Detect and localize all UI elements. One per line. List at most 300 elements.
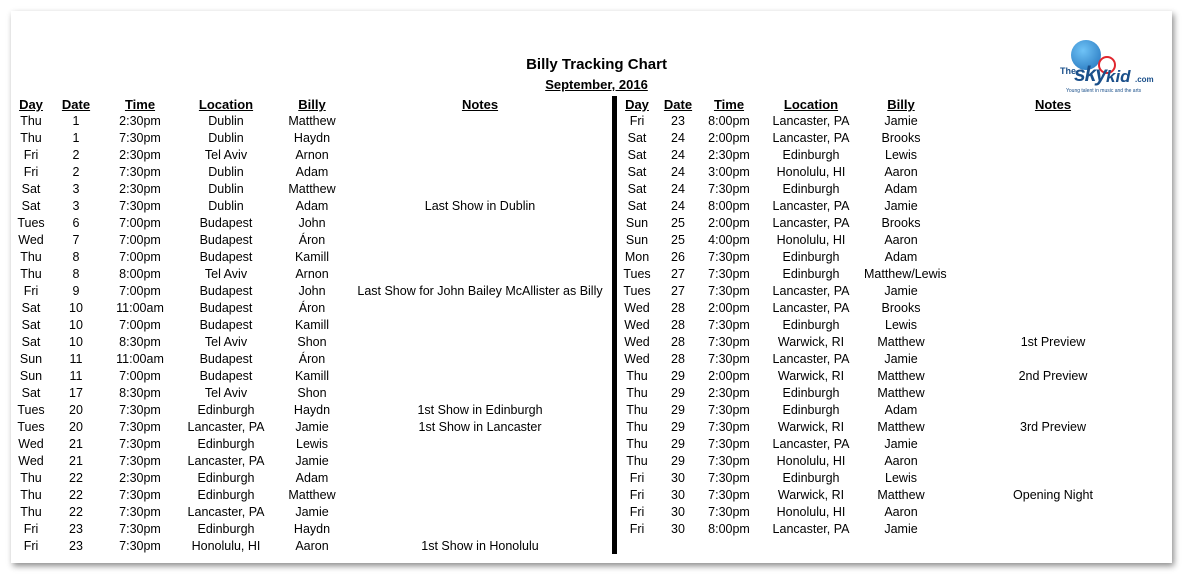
cell-billy: Aaron	[884, 505, 918, 519]
cell-date: 29	[671, 369, 685, 383]
cell-day: Wed	[18, 437, 44, 451]
cell-date: 20	[69, 403, 83, 417]
cell-day: Thu	[20, 250, 42, 264]
table-row	[12, 232, 610, 249]
cell-time: 2:30pm	[119, 471, 161, 485]
cell-notes: 1st Preview	[1020, 335, 1086, 349]
cell-location: Warwick, RI	[777, 488, 845, 502]
cell-notes	[938, 385, 1168, 402]
cell-billy: Jamie	[884, 199, 918, 213]
logo-com: .com	[1135, 75, 1154, 84]
table-row	[12, 266, 610, 283]
table-row	[12, 538, 610, 555]
cell-billy: Haydn	[293, 403, 331, 417]
cell-day: Sat	[21, 199, 41, 213]
cell-billy: Matthew	[877, 335, 925, 349]
cell-billy: Arnon	[295, 267, 329, 281]
cell-billy: Jamie	[884, 352, 918, 366]
cell-date: 23	[69, 539, 83, 553]
cell-day: Sat	[21, 335, 41, 349]
cell-date: 11	[69, 369, 83, 383]
column-divider	[612, 96, 617, 554]
cell-day: Sat	[21, 301, 41, 315]
cell-billy: Matthew/Lewis	[864, 267, 947, 281]
cell-location: Tel Aviv	[204, 335, 248, 349]
cell-date: 2	[72, 165, 80, 179]
table-row	[618, 232, 1168, 249]
table-row	[618, 402, 1168, 419]
cell-billy: Matthew	[288, 488, 336, 502]
cell-day: Fri	[629, 488, 645, 502]
header-time: Time	[124, 97, 156, 112]
cell-billy: Aaron	[884, 454, 918, 468]
cell-date: 8	[72, 267, 80, 281]
cell-day: Wed	[624, 335, 650, 349]
page-title: Billy Tracking Chart	[526, 56, 667, 73]
cell-date: 21	[69, 454, 83, 468]
cell-day: Thu	[20, 114, 42, 128]
cell-location: Edinburgh	[197, 488, 255, 502]
cell-notes: Last Show in Dublin	[424, 199, 536, 213]
cell-location: Budapest	[199, 301, 253, 315]
table-row	[12, 521, 610, 538]
cell-location: Edinburgh	[782, 182, 840, 196]
cell-location: Edinburgh	[782, 250, 840, 264]
cell-notes	[938, 164, 1168, 181]
left-header-row	[12, 96, 610, 113]
logo-tagline: Young talent in music and the arts	[1066, 88, 1142, 94]
cell-time: 2:30pm	[708, 386, 750, 400]
cell-time: 3:00pm	[708, 165, 750, 179]
cell-location: Edinburgh	[782, 148, 840, 162]
cell-day: Thu	[626, 454, 648, 468]
table-row	[12, 113, 610, 130]
cell-location: Warwick, RI	[777, 420, 845, 434]
cell-billy: Jamie	[884, 114, 918, 128]
cell-notes: 1st Show in Lancaster	[418, 420, 542, 434]
cell-billy: Jamie	[884, 284, 918, 298]
table-row	[618, 300, 1168, 317]
cell-date: 23	[671, 114, 685, 128]
cell-location: Edinburgh	[197, 471, 255, 485]
cell-time: 7:30pm	[708, 437, 750, 451]
cell-location: Lancaster, PA	[772, 437, 850, 451]
cell-location: Edinburgh	[782, 386, 840, 400]
cell-location: Lancaster, PA	[772, 301, 850, 315]
cell-notes	[938, 351, 1168, 368]
table-row	[12, 487, 610, 504]
cell-location: Budapest	[199, 284, 253, 298]
cell-notes	[350, 470, 610, 487]
cell-date: 29	[671, 403, 685, 417]
cell-time: 7:30pm	[119, 131, 161, 145]
cell-notes	[350, 385, 610, 402]
cell-billy: Adam	[884, 250, 918, 264]
cell-billy: Áron	[298, 233, 326, 247]
cell-date: 3	[72, 199, 80, 213]
table-row	[618, 130, 1168, 147]
cell-day: Sat	[627, 165, 647, 179]
table-row	[618, 283, 1168, 300]
cell-location: Honolulu, HI	[191, 539, 261, 553]
cell-time: 8:30pm	[119, 335, 161, 349]
cell-date: 29	[671, 437, 685, 451]
cell-date: 30	[671, 488, 685, 502]
cell-location: Lancaster, PA	[772, 284, 850, 298]
cell-time: 7:00pm	[119, 284, 161, 298]
table-row	[12, 504, 610, 521]
cell-day: Sat	[21, 318, 41, 332]
cell-notes	[350, 130, 610, 147]
cell-day: Wed	[624, 318, 650, 332]
cell-time: 7:30pm	[708, 318, 750, 332]
cell-billy: Jamie	[295, 420, 329, 434]
table-row	[618, 147, 1168, 164]
table-row	[618, 419, 1168, 436]
cell-day: Tues	[623, 284, 651, 298]
cell-location: Budapest	[199, 250, 253, 264]
cell-notes	[938, 521, 1168, 538]
cell-notes	[350, 368, 610, 385]
cell-location: Edinburgh	[197, 403, 255, 417]
logo-the: The	[1060, 66, 1077, 76]
cell-location: Budapest	[199, 233, 253, 247]
cell-location: Dublin	[208, 199, 244, 213]
cell-time: 7:30pm	[119, 199, 161, 213]
table-row	[12, 436, 610, 453]
table-row	[12, 470, 610, 487]
cell-notes	[938, 181, 1168, 198]
cell-date: 22	[69, 488, 83, 502]
cell-day: Fri	[23, 522, 39, 536]
cell-time: 7:30pm	[708, 284, 750, 298]
cell-date: 17	[69, 386, 83, 400]
table-row	[12, 215, 610, 232]
cell-time: 7:30pm	[708, 182, 750, 196]
cell-notes	[350, 504, 610, 521]
table-row	[12, 181, 610, 198]
cell-day: Thu	[20, 267, 42, 281]
header-day: Day	[625, 97, 649, 112]
cell-day: Sat	[627, 182, 647, 196]
header-location: Location	[198, 97, 254, 112]
table-row	[12, 419, 610, 436]
cell-date: 1	[72, 114, 80, 128]
cell-date: 21	[69, 437, 83, 451]
cell-notes	[938, 232, 1168, 249]
cell-day: Wed	[624, 301, 650, 315]
cell-date: 10	[69, 301, 83, 315]
cell-notes	[938, 402, 1168, 419]
cell-day: Sat	[627, 131, 647, 145]
cell-location: Tel Aviv	[204, 267, 248, 281]
cell-notes	[350, 181, 610, 198]
cell-billy: Aaron	[884, 233, 918, 247]
cell-time: 7:00pm	[119, 233, 161, 247]
cell-location: Warwick, RI	[777, 369, 845, 383]
cell-billy: Adam	[884, 182, 918, 196]
cell-location: Lancaster, PA	[772, 131, 850, 145]
table-row	[12, 385, 610, 402]
cell-location: Budapest	[199, 318, 253, 332]
cell-time: 2:00pm	[708, 301, 750, 315]
cell-day: Fri	[23, 148, 39, 162]
cell-day: Thu	[626, 437, 648, 451]
cell-location: Budapest	[199, 352, 253, 366]
cell-location: Dublin	[208, 131, 244, 145]
cell-location: Budapest	[199, 216, 253, 230]
page-subtitle: September, 2016	[545, 77, 648, 92]
cell-billy: Adam	[295, 199, 329, 213]
cell-date: 28	[671, 301, 685, 315]
cell-date: 22	[69, 505, 83, 519]
table-row	[618, 436, 1168, 453]
cell-location: Dublin	[208, 114, 244, 128]
cell-day: Fri	[23, 165, 39, 179]
cell-date: 30	[671, 505, 685, 519]
cell-time: 7:30pm	[119, 403, 161, 417]
table-row	[12, 130, 610, 147]
cell-day: Sat	[21, 386, 41, 400]
table-row	[618, 198, 1168, 215]
cell-billy: Jamie	[295, 505, 329, 519]
cell-location: Edinburgh	[197, 522, 255, 536]
cell-time: 7:30pm	[708, 352, 750, 366]
cell-billy: Matthew	[877, 369, 925, 383]
cell-day: Sun	[19, 352, 43, 366]
cell-time: 7:30pm	[119, 454, 161, 468]
cell-notes	[350, 351, 610, 368]
table-row	[618, 521, 1168, 538]
cell-billy: Brooks	[881, 216, 921, 230]
cell-time: 7:30pm	[708, 250, 750, 264]
cell-billy: Adam	[295, 165, 329, 179]
cell-location: Lancaster, PA	[187, 505, 265, 519]
cell-notes	[938, 436, 1168, 453]
cell-day: Fri	[629, 471, 645, 485]
cell-date: 1	[72, 131, 80, 145]
cell-notes	[350, 436, 610, 453]
cell-notes	[938, 113, 1168, 130]
cell-date: 24	[671, 199, 685, 213]
table-row	[12, 164, 610, 181]
table-row	[618, 368, 1168, 385]
cell-date: 3	[72, 182, 80, 196]
cell-day: Sat	[627, 148, 647, 162]
cell-date: 29	[671, 386, 685, 400]
cell-notes	[938, 198, 1168, 215]
cell-day: Tues	[17, 216, 45, 230]
table-row	[618, 334, 1168, 351]
cell-location: Lancaster, PA	[772, 216, 850, 230]
cell-date: 25	[671, 216, 685, 230]
cell-billy: Lewis	[885, 471, 917, 485]
cell-location: Warwick, RI	[777, 335, 845, 349]
cell-billy: Jamie	[884, 522, 918, 536]
left-schedule-table	[12, 96, 610, 555]
cell-notes	[350, 334, 610, 351]
table-row	[618, 385, 1168, 402]
table-row	[12, 402, 610, 419]
cell-billy: Kamill	[294, 318, 330, 332]
cell-notes	[350, 164, 610, 181]
cell-billy: Brooks	[881, 301, 921, 315]
cell-day: Fri	[629, 505, 645, 519]
cell-location: Lancaster, PA	[187, 454, 265, 468]
cell-time: 7:30pm	[708, 403, 750, 417]
cell-date: 24	[671, 165, 685, 179]
cell-location: Dublin	[208, 165, 244, 179]
header-billy: Billy	[887, 97, 915, 112]
cell-day: Thu	[20, 505, 42, 519]
table-row	[618, 317, 1168, 334]
table-row	[12, 453, 610, 470]
cell-location: Lancaster, PA	[187, 420, 265, 434]
cell-billy: Arnon	[295, 148, 329, 162]
cell-billy: Haydn	[293, 522, 331, 536]
cell-day: Thu	[626, 403, 648, 417]
header-billy: Billy	[298, 97, 326, 112]
cell-billy: Jamie	[884, 437, 918, 451]
cell-location: Honolulu, HI	[776, 505, 846, 519]
cell-date: 28	[671, 335, 685, 349]
cell-notes: 2nd Preview	[1018, 369, 1088, 383]
cell-date: 7	[72, 233, 80, 247]
cell-day: Thu	[20, 471, 42, 485]
cell-billy: Matthew	[877, 420, 925, 434]
cell-date: 22	[69, 471, 83, 485]
cell-day: Tues	[17, 420, 45, 434]
cell-location: Honolulu, HI	[776, 454, 846, 468]
cell-billy: Shon	[297, 335, 327, 349]
cell-billy: Jamie	[295, 454, 329, 468]
cell-day: Thu	[20, 131, 42, 145]
table-row	[618, 470, 1168, 487]
cell-day: Thu	[20, 488, 42, 502]
table-row	[12, 368, 610, 385]
cell-billy: Matthew	[877, 488, 925, 502]
cell-time: 7:30pm	[119, 505, 161, 519]
cell-location: Lancaster, PA	[772, 352, 850, 366]
cell-day: Thu	[626, 369, 648, 383]
cell-billy: Matthew	[288, 114, 336, 128]
cell-notes	[938, 266, 1168, 283]
cell-time: 7:30pm	[708, 471, 750, 485]
cell-notes	[350, 487, 610, 504]
cell-time: 7:30pm	[708, 335, 750, 349]
cell-location: Edinburgh	[197, 437, 255, 451]
cell-location: Edinburgh	[782, 471, 840, 485]
cell-date: 6	[72, 216, 80, 230]
cell-time: 2:00pm	[708, 131, 750, 145]
cell-billy: John	[298, 284, 326, 298]
cell-notes	[350, 521, 610, 538]
cell-notes	[350, 317, 610, 334]
cell-billy: Haydn	[293, 131, 331, 145]
cell-notes	[350, 215, 610, 232]
cell-billy: Aaron	[295, 539, 329, 553]
cell-notes: 3rd Preview	[1020, 420, 1086, 434]
cell-time: 7:30pm	[708, 420, 750, 434]
cell-date: 9	[72, 284, 80, 298]
cell-notes	[350, 453, 610, 470]
cell-date: 30	[671, 522, 685, 536]
cell-notes: 1st Show in Edinburgh	[417, 403, 543, 417]
logo-sky: sky	[1074, 63, 1107, 86]
cell-day: Wed	[18, 454, 44, 468]
cell-notes	[938, 453, 1168, 470]
table-row	[12, 249, 610, 266]
table-row	[618, 215, 1168, 232]
right-schedule-table	[618, 96, 1168, 538]
cell-day: Mon	[624, 250, 650, 264]
cell-notes	[938, 300, 1168, 317]
table-row	[618, 504, 1168, 521]
cell-billy: Lewis	[885, 318, 917, 332]
cell-notes	[350, 113, 610, 130]
cell-notes	[938, 215, 1168, 232]
cell-time: 8:00pm	[708, 199, 750, 213]
cell-notes	[938, 317, 1168, 334]
cell-time: 7:30pm	[708, 267, 750, 281]
cell-notes	[350, 266, 610, 283]
cell-time: 2:00pm	[708, 216, 750, 230]
cell-location: Edinburgh	[782, 267, 840, 281]
cell-day: Fri	[629, 114, 645, 128]
cell-notes	[938, 130, 1168, 147]
cell-time: 2:00pm	[708, 369, 750, 383]
cell-time: 8:00pm	[708, 522, 750, 536]
cell-date: 26	[671, 250, 685, 264]
cell-location: Tel Aviv	[204, 148, 248, 162]
table-row	[618, 453, 1168, 470]
cell-location: Edinburgh	[782, 318, 840, 332]
cell-notes	[938, 504, 1168, 521]
cell-location: Dublin	[208, 182, 244, 196]
table-row	[12, 198, 610, 215]
cell-notes	[350, 249, 610, 266]
cell-date: 10	[69, 335, 83, 349]
cell-day: Fri	[23, 284, 39, 298]
cell-day: Fri	[23, 539, 39, 553]
cell-billy: Lewis	[296, 437, 328, 451]
cell-time: 7:30pm	[119, 522, 161, 536]
cell-date: 8	[72, 250, 80, 264]
cell-location: Tel Aviv	[204, 386, 248, 400]
cell-day: Sun	[19, 369, 43, 383]
header-location: Location	[783, 97, 839, 112]
cell-date: 24	[671, 182, 685, 196]
cell-time: 7:30pm	[119, 437, 161, 451]
cell-time: 7:30pm	[119, 165, 161, 179]
cell-time: 7:30pm	[119, 488, 161, 502]
cell-notes	[350, 300, 610, 317]
cell-day: Tues	[17, 403, 45, 417]
cell-notes: Opening Night	[1013, 488, 1093, 502]
cell-billy: John	[298, 216, 326, 230]
cell-date: 29	[671, 454, 685, 468]
table-row	[12, 351, 610, 368]
cell-time: 2:30pm	[119, 182, 161, 196]
cell-billy: Aaron	[884, 165, 918, 179]
cell-time: 2:30pm	[708, 148, 750, 162]
cell-billy: Brooks	[881, 131, 921, 145]
cell-day: Tues	[623, 267, 651, 281]
cell-billy: Matthew	[288, 182, 336, 196]
cell-time: 8:00pm	[708, 114, 750, 128]
cell-billy: Kamill	[294, 369, 330, 383]
cell-notes	[938, 249, 1168, 266]
